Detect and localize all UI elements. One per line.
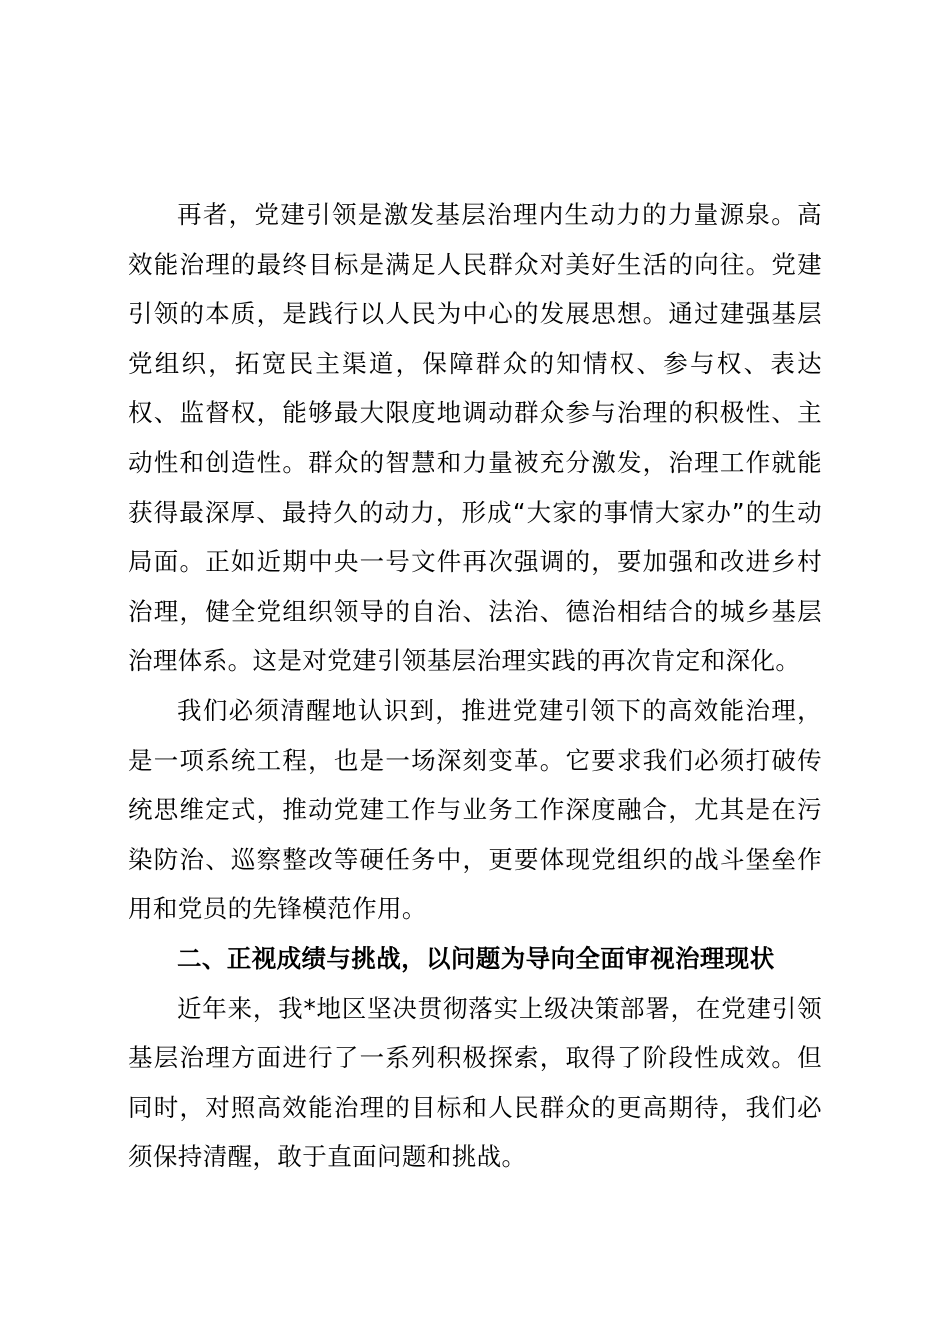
body-paragraph: 近年来，我*地区坚决贯彻落实上级决策部署，在党建引领基层治理方面进行了一系列积极探索，取得了阶段性成效。但同时，对照高效能治理的目标和人民群众的更高期待，我们必须保持清醒，敢于直面问题和挑战。: [128, 993, 822, 1172]
body-paragraph: 我们必须清醒地认识到，推进党建引领下的高效能治理，是一项系统工程，也是一场深刻变革。它要求我们必须打破传统思维定式，推动党建工作与业务工作深度融合，尤其是在污染防治、巡察整改等硬任务中，更要体现党组织的战斗堡垒作用和党员的先锋模范作用。: [128, 695, 822, 924]
body-paragraph: 再者，党建引领是激发基层治理内生动力的力量源泉。高效能治理的最终目标是满足人民群众对美好生活的向往。党建引领的本质，是践行以人民为中心的发展思想。通过建强基层党组织，拓宽民主渠道，保障群众的知情权、参与权、表达权、监督权，能够最大限度地调动群众参与治理的积极性、主动性和创造性。群众的智慧和力量被充分激发，治理工作就能获得最深厚、最持久的动力，形成“大家的事情大家办”的生动局面。正如近期中央一号文件再次强调的，要加强和改进乡村治理，健全党组织领导的自治、法治、德治相结合的城乡基层治理体系。这是对党建引领基层治理实践的再次肯定和深化。: [128, 200, 822, 676]
document-body: [128, 190, 822, 1182]
section-heading: 二、正视成绩与挑战，以问题为导向全面审视治理现状: [177, 943, 775, 973]
